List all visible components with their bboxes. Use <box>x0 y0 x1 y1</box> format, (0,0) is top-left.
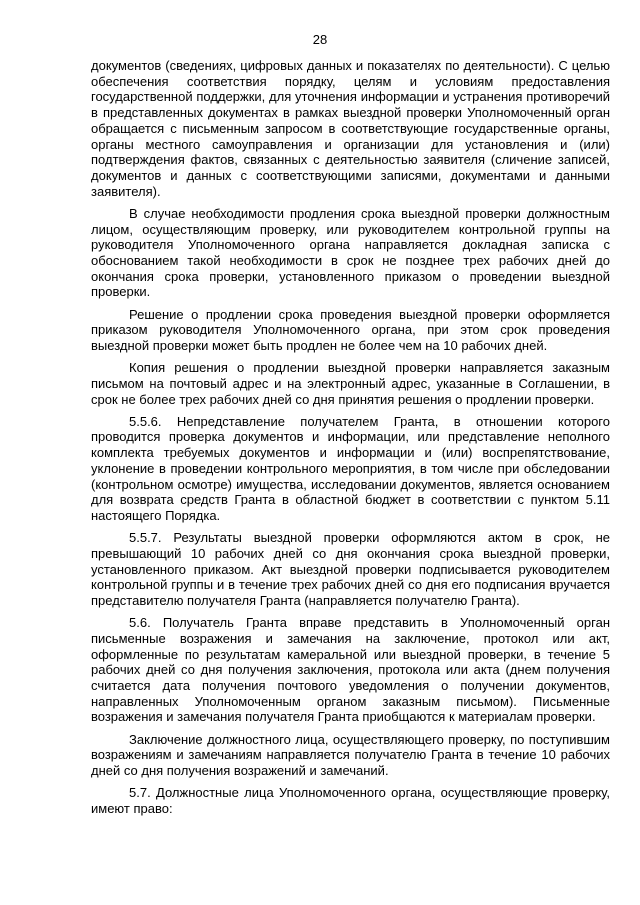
paragraph: Заключение должностного лица, осуществляющего проверку, по поступившим возражениям и замечаниям направляется получателю Гранта в течение 10 рабочих дней со дня получения возражений и замечаний. <box>91 731 610 779</box>
paragraph: В случае необходимости продления срока выездной проверки должностным лицом, осуществляющим проверку, или руководителем контрольной группы на руководителя Уполномоченного органа направляется докладная записка с обоснованием такой необходимости в срок не позднее трех рабочих дней до окончания срока проверки, установленного приказом о проведении выездной проверки. <box>91 205 610 300</box>
document-body <box>91 58 610 823</box>
paragraph: 5.7. Должностные лица Уполномоченного органа, осуществляющие проверку, имеют право: <box>91 785 610 816</box>
paragraph: 5.5.6. Непредставление получателем Гранта, в отношении которого проводится проверка документов и информации, или представление неполного комплекта требуемых документов и информации и (или) воспрепятствование, уклонение в проведении контрольного мероприятия, в том числе при обследовании (контрольном осмотре) имущества, исследовании документов, является основанием для возврата средств Гранта в областной бюджет в соответствии с пунктом 5.11 настоящего Порядка. <box>91 413 610 523</box>
paragraph: Копия решения о продлении выездной проверки направляется заказным письмом на почтовый адрес и на электронный адрес, указанные в Соглашении, в срок не более трех рабочих дней со дня принятия решения о продлении проверки. <box>91 360 610 407</box>
paragraph: 5.6. Получатель Гранта вправе представить в Уполномоченный орган письменные возражения и замечания на заключение, протокол или акт, оформленные по результатам камеральной или выездной проверки, в течение 5 рабочих дней со дня получения заключения, протокола или акта (днем получения считается дата получения почтового уведомления о получении документов, направленных Уполномоченным органом заказным письмом). Письменные возражения и замечания получателя Гранта приобщаются к материалам проверки. <box>91 615 610 725</box>
paragraph: Решение о продлении срока проведения выездной проверки оформляется приказом руководителя Уполномоченного органа, при этом срок проведения выездной проверки может быть продлен не более чем на 10 рабочих дней. <box>91 306 610 353</box>
paragraph: 5.5.7. Результаты выездной проверки оформляются актом в срок, не превышающий 10 рабочих дней со дня окончания срока выездной проверки, установленного приказом. Акт выездной проверки подписывается руководителем контрольной группы и в течение трех рабочих дней со дня его подписания вручается представителю получателя Гранта (направляется получателю Гранта). <box>91 530 610 608</box>
page-number: 28 <box>312 32 328 47</box>
paragraph: документов (сведениях, цифровых данных и показателях по деятельности). С целью обеспечения соответствия порядку, целям и условиям предоставления государственной поддержки, для уточнения информации и устранения противоречий в представленных документах в рамках выездной проверки Уполномоченный орган обращается с письменным запросом в соответствующие государственные органы, органы местного самоуправления и организации для установления и (или) подтверждения фактов, связанных с деятельностью заявителя (сличение записей, документов и данных с соответствующими записями, документами и данными заявителя). <box>91 58 610 199</box>
